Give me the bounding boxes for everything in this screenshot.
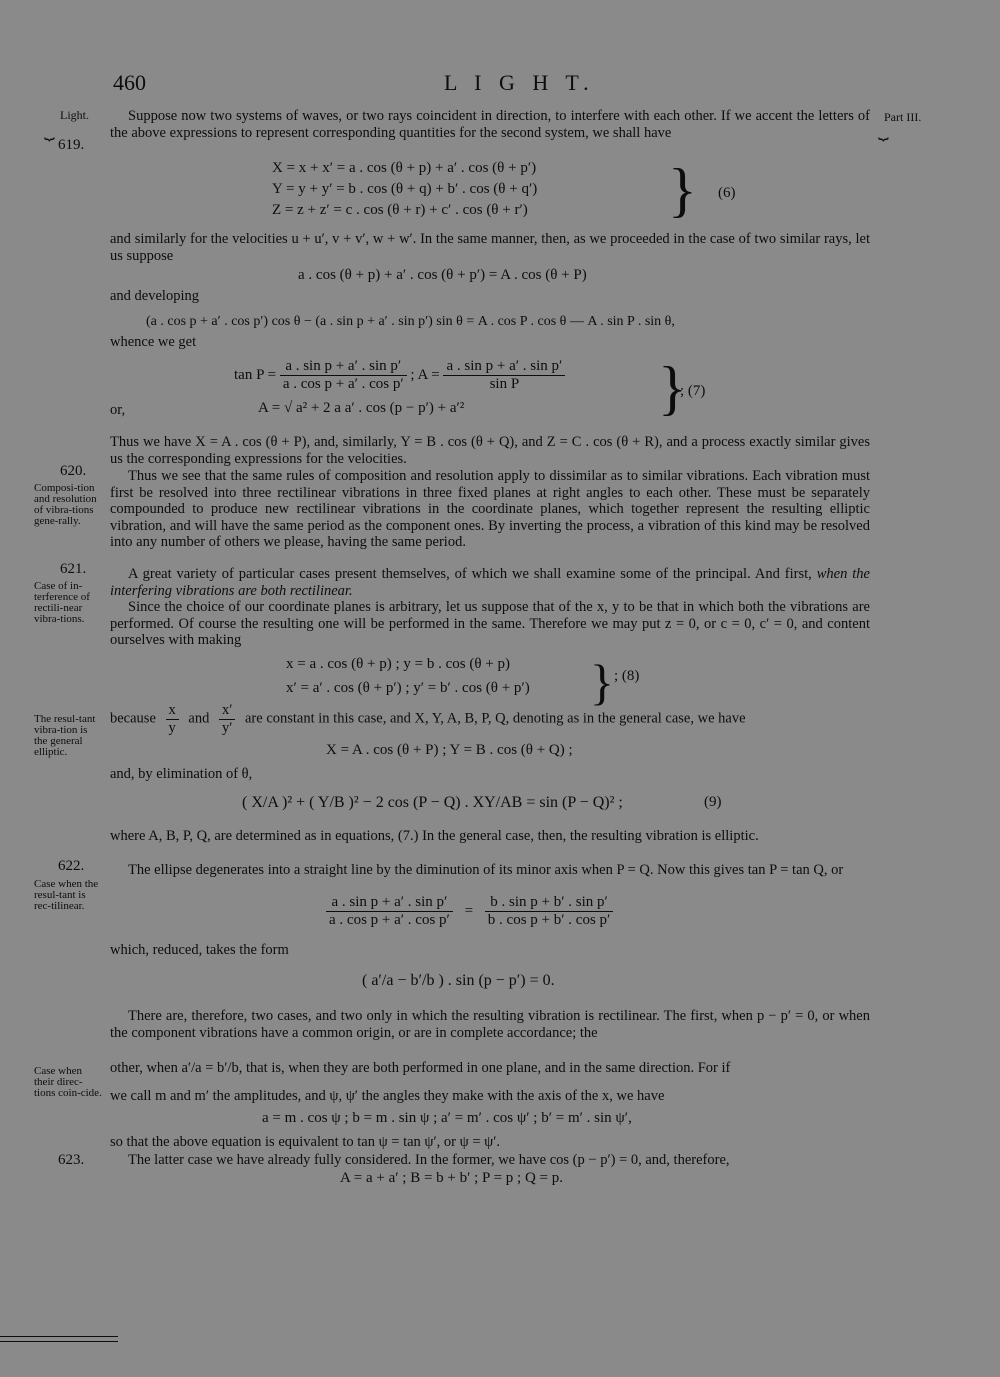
equation-8b: x′ = a′ . cos (θ + p′) ; y′ = b′ . cos (θ + p′) xyxy=(286,680,530,696)
paragraph-cases: There are, therefore, two cases, and two only in which the resulting vibration is rectilinear. The first, when p − p′ = 0, or when the component vibrations have a common origin, or are in complete accordance; the xyxy=(110,1008,870,1041)
paragraph-623: The latter case we have already fully considered. In the former, we have cos (p − p′) = 0, and, therefore, xyxy=(128,1152,730,1168)
paragraph-whence: whence we get xyxy=(110,334,197,350)
margin-621: 621. xyxy=(60,561,87,577)
margin-brace-left: ⏟ xyxy=(44,120,53,140)
paragraph-we-call: we call m and m′ the amplitudes, and ψ, ψ′ the angles they make with the axis of the x, we have xyxy=(110,1088,665,1104)
equation-reduced: ( a′/a − b′/b ) . sin (p − p′) = 0. xyxy=(362,972,555,989)
page-number: 460 xyxy=(113,70,146,95)
running-head: L I G H T. xyxy=(444,70,595,95)
brace-6: } xyxy=(668,157,697,223)
equation-7-top xyxy=(234,358,565,393)
equation-number-7: ; (7) xyxy=(680,383,706,399)
and-text: and xyxy=(188,710,210,727)
frac-yp: y′ xyxy=(221,719,233,736)
label-or: or, xyxy=(110,402,126,418)
tanPQ-left-num: a . sin p + a′ . sin p′ xyxy=(326,894,453,912)
tanPQ-left-fraction xyxy=(326,894,453,929)
equation-9: ( X/A )² + ( Y/B )² − 2 cos (P − Q) . XY/AB = sin (P − Q)² ; xyxy=(242,794,623,811)
margin-note-general: The resul-tant vibra-tion is the general elliptic. xyxy=(34,713,96,758)
margin-note-622: Case when the resul-tant is rec-tilinear. xyxy=(34,878,99,912)
frac-y: y xyxy=(168,719,176,736)
equation-amplitudes: a = m . cos ψ ; b = m . sin ψ ; a′ = m′ . cos ψ′ ; b′ = m′ . sin ψ′, xyxy=(262,1110,632,1126)
tanPQ-left-den: a . cos p + a′ . cos p′ xyxy=(329,912,450,928)
tanPQ-right-fraction xyxy=(485,894,614,929)
paragraph-619: Suppose now two systems of waves, or two rays coincident in direction, to interfere with each other. If we accent the letters of the above expressions to represent corresponding quantities for the second system, we shall have xyxy=(110,108,870,141)
paragraph-621 xyxy=(110,566,870,599)
equation-number-8: ; (8) xyxy=(614,668,640,684)
paragraph-622: The ellipse degenerates into a straight line by the diminution of its minor axis when P = Q. Now this gives tan P = tan Q, or xyxy=(128,862,844,878)
paragraph-velocities: and similarly for the velocities u + u′, v + v′, w + w′. In the same manner, then, as we proceeded in the case of two similar rays, let us suppose xyxy=(110,231,870,264)
eq7-semicolon-A: ; A = xyxy=(410,366,440,383)
eq7-tan-fraction xyxy=(280,358,407,393)
eq7-A-denominator: sin P xyxy=(489,376,520,392)
paragraph-where: where A, B, P, Q, are determined as in equations, (7.) In the general case, then, the resulting vibration is elliptic. xyxy=(110,828,759,844)
equation-number-6: (6) xyxy=(718,185,736,201)
margin-619: 619. xyxy=(58,137,85,153)
bottom-rule xyxy=(0,1336,118,1337)
equation-6c: Z = z + z′ = c . cos (θ + r) + c′ . cos (θ + r′) xyxy=(272,202,528,218)
paragraph-thus: Thus we have X = A . cos (θ + P), and, similarly, Y = B . cos (θ + Q), and Z = C . cos (θ + R), and a process exactly similar gives us the corresponding expressions for the velocities. xyxy=(110,434,870,467)
equation-623: A = a + a′ ; B = b + b′ ; P = p ; Q = p. xyxy=(340,1170,564,1186)
because-cont: are constant in this case, and X, Y, A, B, P, Q, denoting as in the general case, we have xyxy=(245,710,746,727)
equation-6b: Y = y + y′ = b . cos (θ + q) + b′ . cos (θ + q′) xyxy=(272,181,538,197)
equation-6a: X = x + x′ = a . cos (θ + p) + a′ . cos (θ + p′) xyxy=(272,160,537,176)
margin-note-coincide: Case when their direc-tions coin-cide. xyxy=(34,1065,102,1099)
paragraph-because xyxy=(110,702,870,736)
equation-suppose: a . cos (θ + p) + a′ . cos (θ + p′) = A . cos (θ + P) xyxy=(298,267,587,283)
paragraph-developing: and developing xyxy=(110,288,199,304)
equation-number-9: (9) xyxy=(704,794,722,810)
eq7-tanP: tan P = xyxy=(234,366,277,383)
equation-XY: X = A . cos (θ + P) ; Y = B . cos (θ + Q) ; xyxy=(326,742,573,758)
margin-623: 623. xyxy=(58,1152,85,1168)
bottom-rule-2 xyxy=(0,1341,118,1342)
brace-7: } xyxy=(658,355,687,421)
equation-8a: x = a . cos (θ + p) ; y = b . cos (θ + p) xyxy=(286,656,511,672)
paragraph-621-cont: Since the choice of our coordinate planes is arbitrary, let us suppose that of the x, y to be that in which both the vibrations are performed. Of course the resulting one will be performed in the same. Therefore we may put z = 0, or c = 0, c′ = 0, and content ourselves with making xyxy=(110,599,870,648)
margin-brace-right: ⏟ xyxy=(878,120,887,140)
equation-7-bottom: A = √ a² + 2 a a′ . cos (p − p′) + a′² xyxy=(258,400,465,416)
paragraph-reduced: which, reduced, takes the form xyxy=(110,942,289,958)
margin-note-620: Composi-tion and resolution of vibra-tions gene-rally. xyxy=(34,482,97,527)
frac-xp: x′ xyxy=(219,702,235,720)
fraction-x-y xyxy=(166,702,179,736)
tanPQ-right-num: b . sin p + b′ . sin p′ xyxy=(485,894,614,912)
paragraph-elimination: and, by elimination of θ, xyxy=(110,766,253,782)
p621-intro: A great variety of particular cases present themselves, of which we shall examine some of the principal. And first, xyxy=(128,566,812,582)
paragraph-so-that: so that the above equation is equivalent to tan ψ = tan ψ′, or ψ = ψ′. xyxy=(110,1134,501,1150)
frac-x: x xyxy=(166,702,179,720)
margin-part: Part III. xyxy=(884,110,922,124)
eq7-A-fraction xyxy=(443,358,565,393)
paragraph-620: Thus we see that the same rules of composition and resolution apply to dissimilar as to similar vibrations. Each vibration must first be resolved into three rectilinear vibrations in three fixed planes at right angles to each other. These must be separately compounded to produce new rectilinear vibrations in the coordinate planes, which together represent the resulting elliptic vibration, and will have the same period as the component ones. By inverting the process, a vibration of this kind may be resolved into any number of others we please, having the same period. xyxy=(110,468,870,550)
equation-developed: (a . cos p + a′ . cos p′) cos θ − (a . sin p + a′ . sin p′) sin θ = A . cos P . cos θ — A . sin P . sin θ, xyxy=(146,314,675,329)
p621-italic: when the interfering vibrations are both rectilinear. xyxy=(110,566,870,599)
margin-620: 620. xyxy=(60,463,87,479)
eq7-tan-denominator: a . cos p + a′ . cos p′ xyxy=(282,376,404,392)
eq7-tan-numerator: a . sin p + a′ . sin p′ xyxy=(280,358,407,376)
margin-note-621: Case of in-terference of rectili-near vibra-tions. xyxy=(34,580,90,625)
because-text: because xyxy=(110,710,156,727)
paragraph-other: other, when a′/a = b′/b, that is, when they are both performed in one plane, and in the same direction. For if xyxy=(110,1060,731,1076)
tanPQ-right-den: b . cos p + b′ . cos p′ xyxy=(487,912,611,928)
equation-tanPQ xyxy=(326,894,613,929)
margin-622: 622. xyxy=(58,858,85,874)
tanPQ-equals: = xyxy=(464,902,474,919)
brace-8: } xyxy=(590,654,614,710)
margin-light: Light. xyxy=(60,108,89,122)
fraction-xp-yp xyxy=(219,702,235,736)
eq7-A-numerator: a . sin p + a′ . sin p′ xyxy=(443,358,565,376)
